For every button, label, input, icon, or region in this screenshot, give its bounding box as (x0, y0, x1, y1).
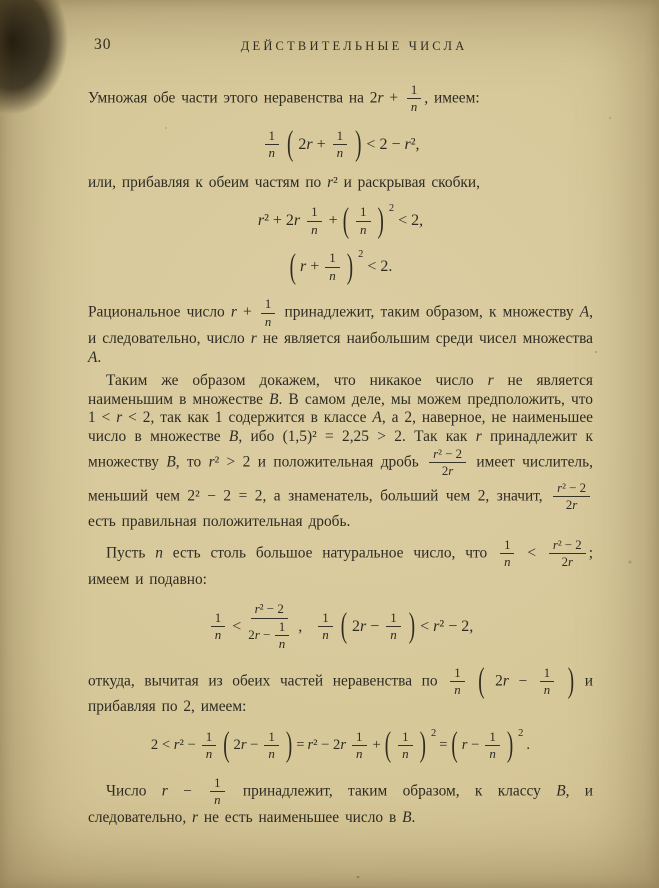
equation-4 (88, 601, 593, 653)
fraction (398, 730, 413, 762)
fraction-numerator: 1 (450, 666, 464, 682)
fraction-numerator: 1 (333, 129, 348, 146)
fraction-numerator: r² − 2 (429, 447, 466, 463)
fraction-numerator: 1 (307, 205, 322, 222)
fraction (549, 538, 586, 570)
text-segment: 2r − (233, 737, 259, 754)
text-segment: < 2 − r², (366, 135, 420, 153)
text-segment: < 2. (367, 258, 393, 276)
fraction-denominator: n (214, 627, 222, 643)
fraction (211, 611, 226, 643)
fraction-denominator: n (454, 683, 461, 698)
fraction-denominator: n (504, 555, 511, 570)
fraction-denominator: 2r (441, 464, 454, 479)
text-segment: < r² − 2, (420, 617, 474, 635)
comma-separator: , (298, 617, 303, 635)
fraction-denominator: n (214, 793, 221, 808)
running-header: ДЕЙСТВИТЕЛЬНЫЕ ЧИСЛА (240, 39, 468, 53)
fraction-denominator: n (336, 145, 344, 161)
plus-sign: + (372, 737, 381, 754)
relation-sign: < (232, 617, 242, 635)
fraction-denominator: 2r (565, 498, 578, 513)
equals-sign: = (439, 737, 448, 754)
fraction-denominator: n (390, 627, 397, 643)
fraction-numerator: 1 (407, 83, 421, 99)
left-paren: ( (342, 201, 350, 241)
fraction-numerator: r² − 2 (251, 602, 288, 619)
fraction-denominator: n (311, 221, 318, 237)
fraction (485, 730, 500, 762)
text-segment: 2r + (298, 135, 326, 153)
fraction (540, 666, 554, 698)
exponent: 2 (518, 727, 524, 739)
right-paren: ) (285, 726, 293, 766)
text-segment: Число r − (106, 782, 192, 800)
fraction-numerator: 1 (264, 730, 279, 747)
text-segment: или, прибавляя к обеим частям по r² и раскрывая скобки, (88, 173, 480, 191)
text-segment: Пусть n есть столь большое натуральное число, что (106, 544, 488, 562)
fraction-numerator: 1 (261, 297, 275, 313)
paren-group (384, 726, 437, 766)
paragraph-or-adding (88, 174, 593, 193)
text-segment: Таким же образом докажем, что никакое число r не является наименьшим в множестве B. В самом деле, мы можем предположить, что 1 < r < 2, так как 1 содержится в классе A, а 2, наверное, не наименьшее число в множестве B, ибо (1,5)² = 2,25 > 2. Так как r принадлежит к множеству B, то r² > 2 и положительная дробь (88, 372, 593, 471)
fraction (261, 297, 275, 329)
text-segment: 2 < r² − (150, 737, 196, 754)
fraction (386, 611, 401, 643)
right-paren: ) (355, 125, 362, 165)
text-segment: r² + 2r (257, 212, 301, 230)
exponent: 2 (430, 727, 437, 739)
fraction (352, 730, 367, 762)
fraction-numerator: 1 (500, 538, 514, 554)
text-segment: есть правильная положительная дробь. (88, 513, 351, 531)
fraction-denominator: n (278, 636, 286, 652)
text-segment: откуда, вычитая из обеих частей неравенства по (88, 672, 438, 690)
fraction (307, 205, 322, 237)
fraction-numerator: 1 (210, 776, 224, 792)
text-segment: и прибавляя по 2, имеем: (88, 672, 593, 716)
left-paren: ( (478, 662, 485, 701)
fraction-complex (248, 602, 290, 652)
exponent: 2 (388, 203, 395, 215)
left-paren: ( (451, 726, 458, 766)
fraction (318, 611, 333, 643)
right-paren: ) (408, 607, 416, 647)
fraction-numerator: 1 (202, 730, 217, 747)
plus-sign: + (328, 212, 338, 230)
text-segment: Рациональное число r + (88, 303, 252, 321)
text-segment: 2r − (495, 672, 528, 690)
fraction-numerator: 1 (398, 730, 413, 747)
fraction (265, 129, 280, 161)
fraction-denominator: n (360, 221, 367, 237)
fraction (325, 251, 340, 283)
fraction-denominator: n (489, 746, 496, 762)
period: . (526, 737, 531, 754)
fraction (429, 447, 466, 479)
equation-2 (88, 201, 593, 241)
equation-3 (88, 247, 593, 287)
fraction (356, 205, 371, 237)
fraction-numerator: 1 (540, 666, 554, 682)
fraction (275, 620, 290, 652)
page-header (88, 36, 593, 54)
exponent: 2 (358, 249, 364, 261)
fraction (202, 730, 217, 762)
relation-sign: < (527, 544, 537, 562)
paragraph-multiply (88, 82, 593, 116)
equation-1 (88, 125, 593, 165)
fraction (407, 83, 421, 115)
fraction-denominator: 2r (561, 555, 573, 570)
text-segment: принадлежит, таким образом, к множеству A, и следовательно, число r не является наибольшим среди чисел множества A. (88, 303, 593, 366)
fraction-denominator: n (268, 145, 275, 161)
fraction-numerator: 1 (265, 129, 280, 146)
left-paren: ( (384, 726, 392, 766)
paragraph-number (88, 775, 593, 827)
text-segment: ; имеем и подавно: (88, 544, 593, 588)
fraction-denominator: n (402, 746, 409, 762)
right-paren: ) (346, 247, 354, 287)
fraction-denominator: n (356, 746, 363, 762)
right-paren: ) (377, 201, 384, 241)
fraction (450, 666, 464, 698)
text-segment: r² − 2r (307, 737, 347, 754)
paren-group (450, 726, 524, 766)
fraction-numerator: 1 (211, 611, 226, 628)
left-paren: ( (223, 726, 230, 766)
fraction-numerator: 1 (325, 251, 340, 268)
fraction (210, 776, 224, 808)
fraction-denominator: n (410, 100, 418, 115)
text-segment: r − (461, 737, 480, 754)
fraction (264, 730, 279, 762)
text-segment: < 2, (398, 212, 424, 230)
fraction-denominator: n (322, 627, 329, 643)
left-paren: ( (287, 125, 294, 165)
fraction-denominator (248, 619, 290, 652)
paren-group (289, 247, 364, 287)
fraction-numerator: 1 (352, 730, 367, 747)
paragraph-let-n (88, 537, 593, 589)
fraction-numerator: 1 (356, 205, 371, 222)
left-paren: ( (289, 247, 296, 287)
right-paren: ) (506, 726, 514, 766)
text-segment: принадлежит, таким образом, к классу B, и следовательно, r не есть наименьшее число в B. (88, 782, 594, 826)
paragraph-rational (88, 296, 593, 367)
right-paren: ) (567, 662, 575, 701)
fraction-numerator: r² − 2 (549, 538, 586, 554)
fraction-numerator: 1 (485, 730, 500, 747)
fraction-numerator: r² − 2 (553, 481, 590, 497)
fraction-numerator: 1 (386, 611, 401, 628)
fraction-denominator: n (268, 746, 275, 762)
text-segment: 2r − (352, 617, 380, 635)
fraction-denominator: n (329, 267, 336, 283)
text-segment: r + (299, 258, 320, 276)
text-segment: имеет числитель, меньший чем 2² − 2 = 2, а знаменатель, больший чем 2, значит, (88, 453, 593, 505)
fraction-denominator: n (543, 683, 551, 698)
text-segment: 2r − (248, 626, 271, 642)
page-number: 30 (94, 36, 112, 53)
paragraph-whence (88, 662, 593, 717)
text-segment: Умножая обе части этого неравенства на 2r + (88, 89, 399, 107)
paren-group (342, 201, 395, 241)
fraction (553, 481, 590, 513)
left-paren: ( (340, 607, 348, 647)
fraction (333, 129, 348, 161)
fraction-denominator: n (205, 746, 213, 762)
right-paren: ) (419, 726, 426, 766)
fraction-numerator: 1 (318, 611, 333, 628)
text-segment: , имеем: (424, 89, 480, 107)
fraction-numerator: 1 (275, 620, 290, 637)
paragraph-same-way (88, 372, 593, 532)
equals-sign: = (296, 737, 305, 754)
fraction (500, 538, 514, 570)
equation-5 (88, 726, 593, 766)
fraction-denominator: n (264, 314, 272, 329)
